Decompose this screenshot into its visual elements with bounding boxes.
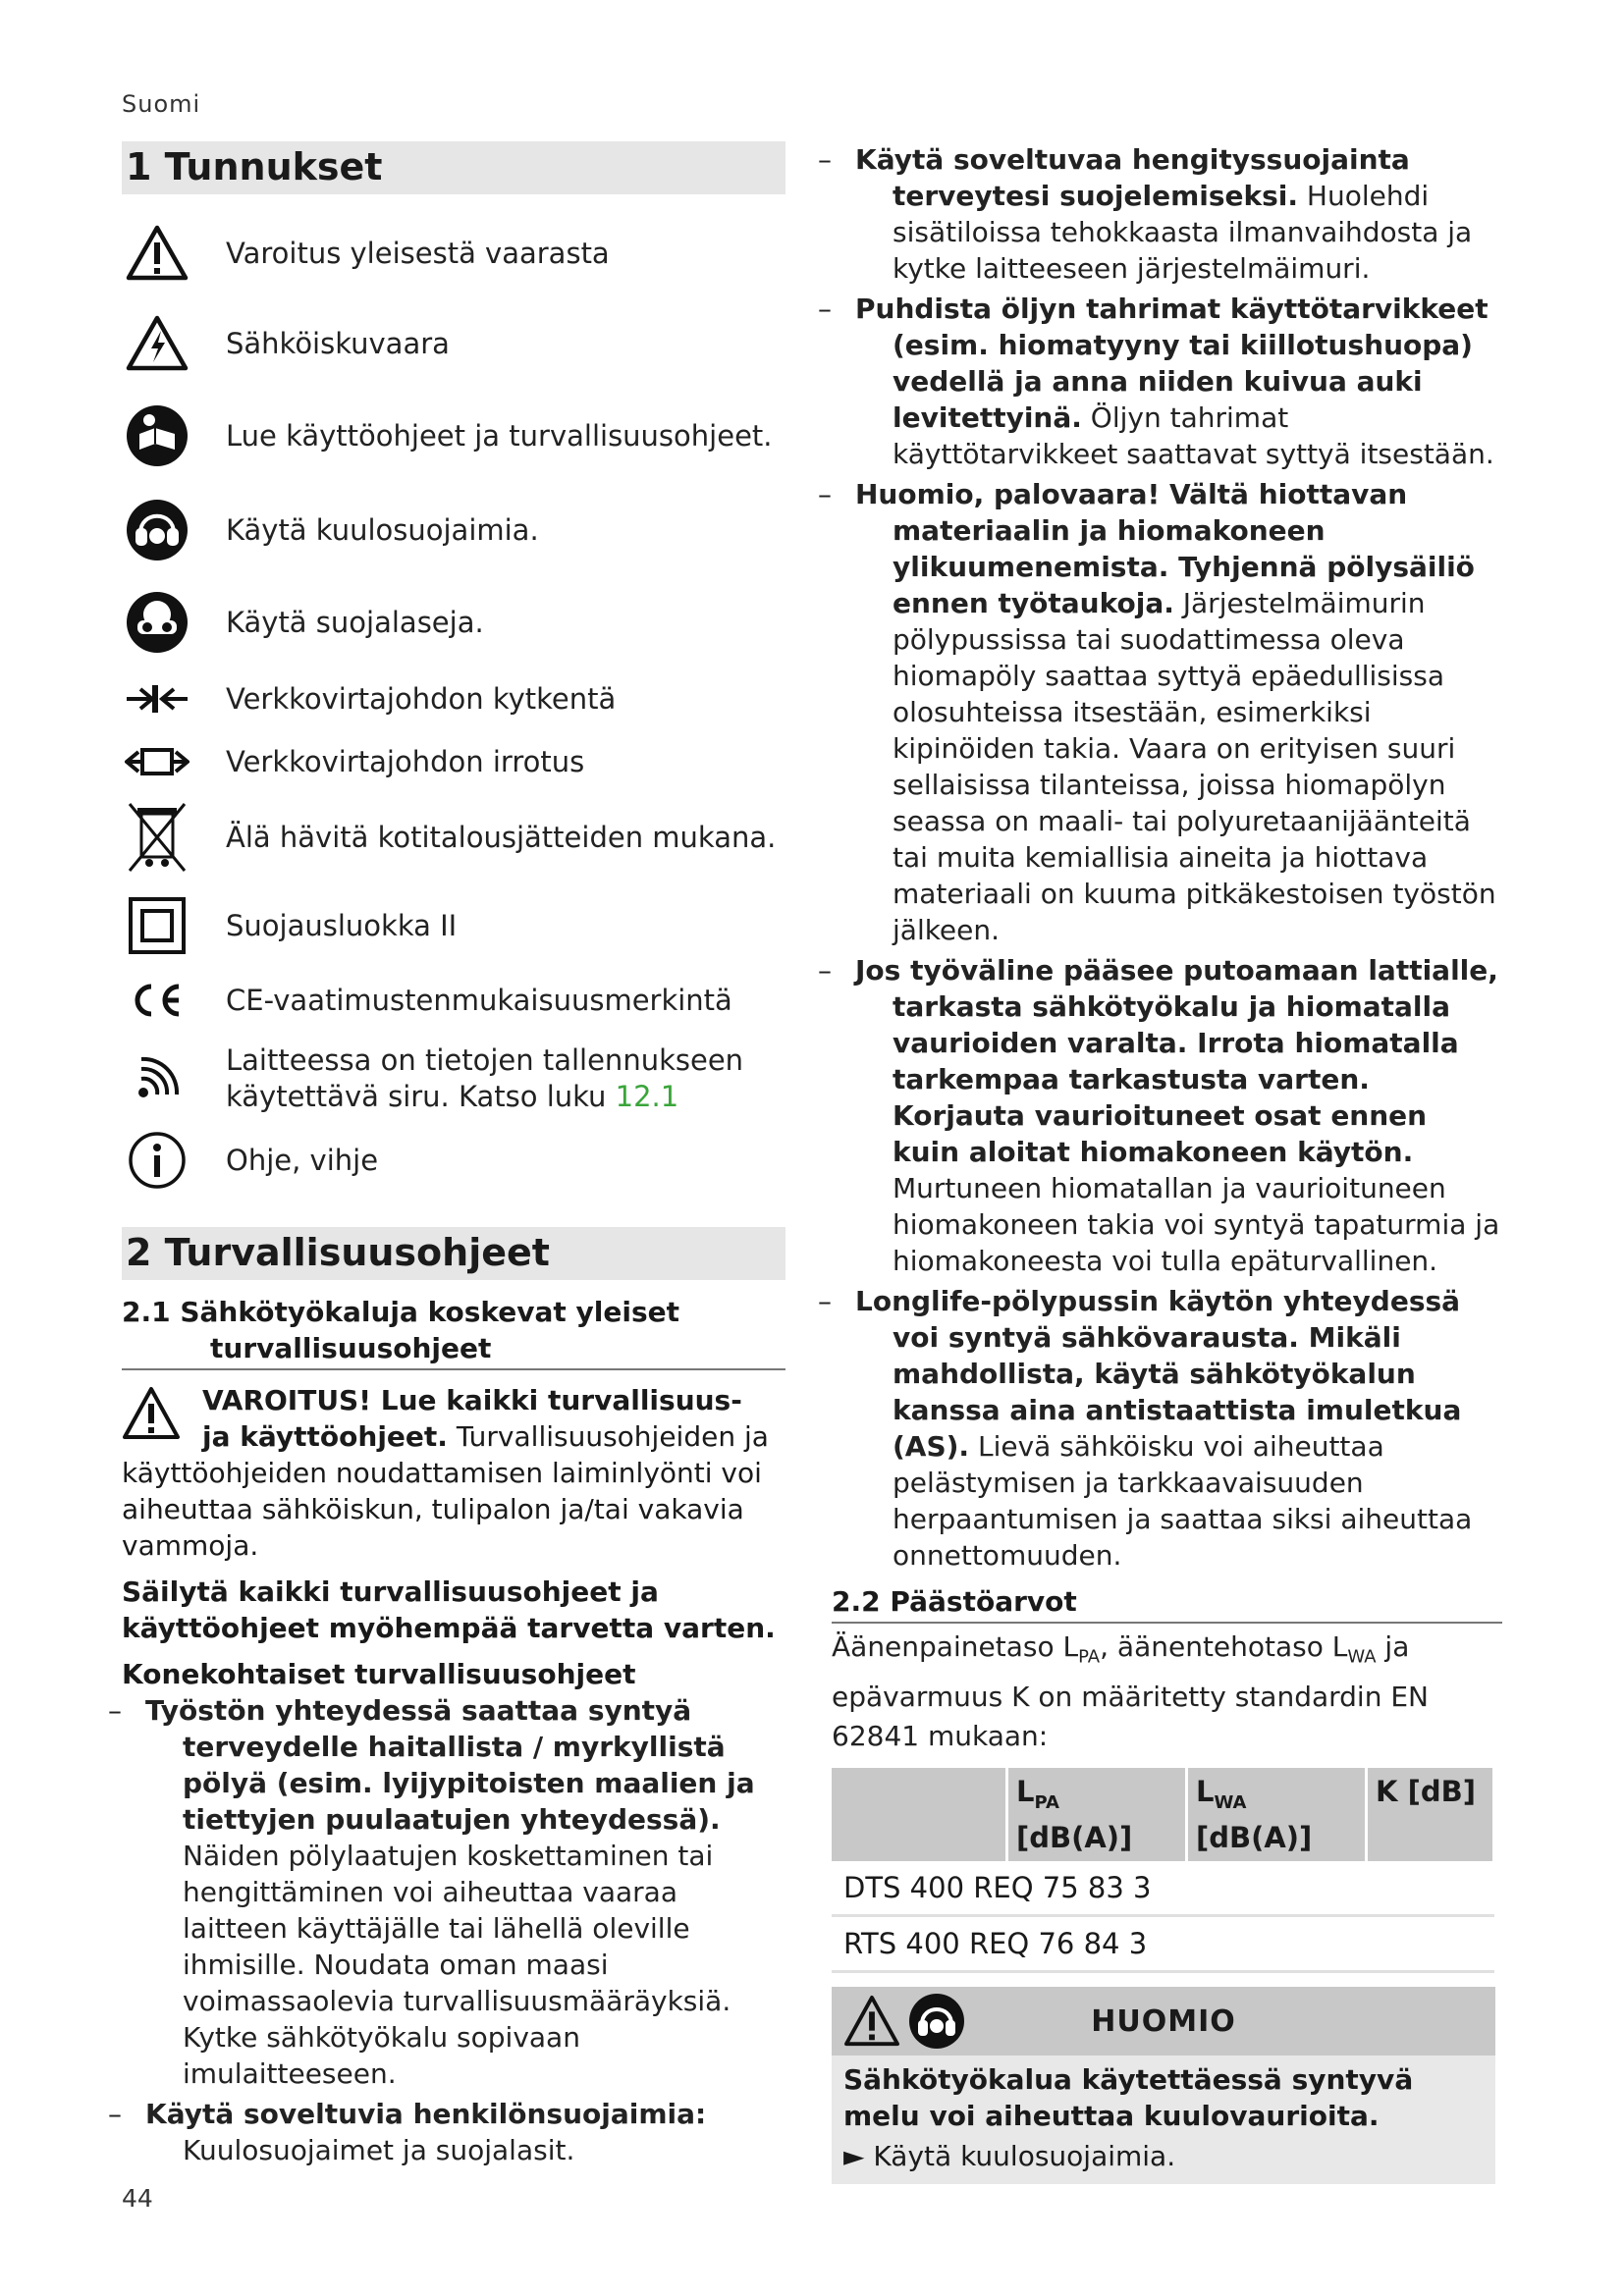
subsection-title-line1: Sähkötyökaluja koskevat yleiset <box>180 1296 680 1328</box>
notice-warning-text: Sähkötyökalua käytettäessä syntyvä melu voi aiheuttaa kuulovaurioita. <box>843 2063 1414 2133</box>
rfid-chip-icon <box>122 1043 192 1114</box>
table-row <box>832 1916 1494 1972</box>
table-header-cell: $L_{PA}$ [dB(A)] <box>1006 1768 1186 1862</box>
symbol-row <box>122 298 785 389</box>
symbol-description: Suojausluokka II <box>226 908 458 942</box>
chapter-link[interactable]: 12.1 <box>615 1080 679 1113</box>
symbol-description: Laitteessa on tietojen tallennukseen käytettävä siru. Katso luku 12.1 <box>226 1043 744 1113</box>
warning-triangle-icon <box>122 1386 181 1441</box>
warning-text: Turvallisuusohjeiden ja käyttöohjeiden noudattamisen laiminlyönti voi aiheuttaa sähköiskun, tulipalon ja/tai vakavia vammoja. <box>122 1420 769 1562</box>
item-bold-text: Käytä soveltuvia henkilönsuojaimia: <box>145 2098 707 2130</box>
emission-intro: Äänenpainetaso $L_{PA}$, äänentehotaso $L_{WA}$ ja epävarmuus K on määritetty standardin EN 62841 mukaan: <box>832 1630 1429 1752</box>
item-bold-text: Huomio, palovaara! Vältä hiottavan materiaalin ja hiomakoneen ylikuumenemista. Tyhjennä pölysäiliö ennen työtaukoja. <box>855 478 1475 619</box>
subsection-2-2-title: 2.2 Päästöarvot <box>832 1583 1502 1624</box>
safety-list-item: – Työstön yhteydessä saattaa syntyä terveydelle haitallista / myrkyllistä pölyä (esim. lyijypitoisten maalien ja tiettyjen puulaatujen yhteydessä). Näiden pölylaatujen koskettaminen tai hengittäminen voi aiheuttaa vaaraa laitteen käyttäjälle tai lähellä oleville ihmisille. Noudata oman maasi voimassaolevia turvallisuusmääräyksiä. Kytke sähkötyökalu sopivaan imulaitteeseen. <box>108 1694 755 2090</box>
safety-list-item: – Longlife-pölypussin käytön yhteydessä voi syntyä sähkövarausta. Mikäli mahdollista, käytä sähkötyökalun kanssa aina antistaattista imuletkua (AS). Lievä sähköisku voi aiheuttaa pelästymisen ja tarkkaavaisuuden herpaantumisen ja saattaa siksi aiheuttaa onnettomuuden. <box>818 1285 1473 1572</box>
item-text: Järjestelmäimurin pölypussissa tai suodattimessa oleva hiomapöly saattaa syttyä epäedullisissa olosuhteissa itsestään, esimerkiksi kipinöiden takia. Vaara on erityisen suuri sellaisissa tilanteissa, joissa hiomapölyn seassa on maali- tai polyuretaanijäänteitä tai muita kemiallisia aineita ja hiottava materiaali on kuuma pitkäkestoisen työstön jälkeen. <box>893 587 1496 946</box>
warning-bold-line2: ja käyttöohjeet. <box>202 1420 448 1453</box>
emission-table-header <box>832 1768 1494 1862</box>
symbol-row <box>122 667 785 730</box>
item-text: Murtuneen hiomatallan ja vaurioituneen hiomakoneen takia voi syntyä tapaturmia ja hiomakoneesta voi tulla epäturvallinen. <box>893 1172 1500 1277</box>
safety-list-item: – Käytä soveltuvia henkilönsuojaimia: Kuulosuojaimet ja suojalasit. <box>108 2098 707 2166</box>
keep-instructions: Säilytä kaikki turvallisuusohjeet ja käyttöohjeet myöhempää tarvetta varten. <box>122 1575 776 1644</box>
left-column <box>108 141 785 2172</box>
right-safety-list <box>818 141 1502 1574</box>
symbol-description: Käytä kuulosuojaimia. <box>226 512 539 547</box>
left-safety-list <box>108 1692 785 2168</box>
safety-list-item: – Puhdista öljyn tahrimat käyttötarvikkeet (esim. hiomatyyny tai kiillotushuopa) vedellä ja anna niiden kuivua auki levitettyinä. Öljyn tahrimat käyttötarvikkeet saattavat syttyä itsestään. <box>818 293 1494 470</box>
table-row <box>832 1861 1494 1916</box>
safety-list-item: – Huomio, palovaara! Vältä hiottavan materiaalin ja hiomakoneen ylikuumenemista. Tyhjennä pölysäiliö ennen työtaukoja. Järjestelmäimurin pölypussissa tai suodattimessa oleva hiomapöly saattaa syttyä epäedullisissa olosuhteissa itsestään, esimerkiksi kipinöiden takia. Vaara on erityisen suuri sellaisissa tilanteissa, joissa hiomapölyn seassa on maali- tai polyuretaanijäänteitä tai muita kemiallisia aineita ja hiottava materiaali on kuuma pitkäkestoisen työstön jälkeen. <box>818 478 1496 946</box>
symbol-row <box>122 970 785 1031</box>
noise-notice <box>832 1987 1495 2184</box>
item-bold-text: Longlife-pölypussin käytön yhteydessä voi syntyä sähkövarausta. Mikäli mahdollista, käytä sähkötyökalun kanssa aina antistaattista imuletkua (AS). <box>855 1285 1462 1463</box>
ce-mark-icon <box>122 965 192 1036</box>
item-bold-text: Jos työväline pääsee putoamaan lattialle, tarkasta sähkötyökalu ja hiomatalla vaurioiden varalta. Irrota hiomatalla tarkempaa tarkastusta varten. Korjauta vaurioituneet osat ennen kuin aloitat hiomakoneen käytön. <box>855 954 1498 1168</box>
right-column <box>818 141 1502 2184</box>
table-header-cell: K [dB] <box>1367 1768 1494 1862</box>
table-cell: RTS 400 REQ 76 84 3 <box>832 1916 1494 1972</box>
symbol-row <box>122 483 785 577</box>
plug-disconnect-icon <box>122 726 192 797</box>
item-text: Näiden pölylaatujen koskettaminen tai hengittäminen voi aiheuttaa vaaraa laitteen käyttäjälle tai lähellä oleville ihmisille. Noudata oman maasi voimassaolevia turvallisuusmääräyksiä. Kytke sähkötyökalu sopivaan imulaitteeseen. <box>183 1840 731 2090</box>
warning-triangle-icon <box>122 218 192 289</box>
warning-bold-line1: VAROITUS! Lue kaikki turvallisuus- <box>202 1384 742 1416</box>
weee-bin-icon <box>122 802 192 873</box>
symbol-description: Verkkovirtajohdon irrotus <box>226 744 585 778</box>
machine-specific-heading: Konekohtaiset turvallisuusohjeet <box>122 1658 636 1690</box>
safety-list-item: – Jos työväline pääsee putoamaan lattialle, tarkasta sähkötyökalu ja hiomatalla vaurioiden varalta. Irrota hiomatalla tarkempaa tarkastusta varten. Korjauta vaurioituneet osat ennen kuin aloitat hiomakoneen käytön. Murtuneen hiomatallan ja vaurioituneen hiomakoneen takia voi syntyä tapaturmia ja hiomakoneesta voi tulla epäturvallinen. <box>818 954 1500 1277</box>
language-label: Suomi <box>122 90 201 118</box>
item-text: Kuulosuojaimet ja suojalasit. <box>183 2134 575 2166</box>
symbol-description: Käytä suojalaseja. <box>226 605 484 639</box>
item-text: Lievä sähköisku voi aiheuttaa pelästymisen ja tarkkaavaisuuden herpaantumisen ja saattaa siksi aiheuttaa onnettomuuden. <box>893 1430 1473 1572</box>
symbol-row <box>122 389 785 483</box>
item-bold-text: Puhdista öljyn tahrimat käyttötarvikkeet (esim. hiomatyyny tai kiillotushuopa) vedellä ja anna niiden kuivua auki levitettyinä. <box>855 293 1489 434</box>
general-warning <box>122 1382 785 1564</box>
item-bold-text: Työstön yhteydessä saattaa syntyä terveydelle haitallista / myrkyllistä pölyä (esim. lyijypitoisten maalien ja tiettyjen puulaatujen yhteydessä). <box>145 1694 755 1836</box>
symbol-description: CE-vaatimustenmukaisuusmerkintä <box>226 983 732 1017</box>
symbol-description: Lue käyttöohjeet ja turvallisuusohjeet. <box>226 418 773 453</box>
symbol-row <box>122 208 785 298</box>
symbol-row <box>122 730 785 793</box>
symbol-description: Varoitus yleisestä vaarasta <box>226 236 610 270</box>
table-cell: DTS 400 REQ 75 83 3 <box>832 1861 1494 1916</box>
symbol-description: Sähköiskuvaara <box>226 326 450 360</box>
section-1-title: 1 Tunnukset <box>122 141 785 194</box>
electric-shock-icon <box>122 308 192 379</box>
info-icon <box>122 1125 192 1196</box>
notice-title: HUOMIO <box>1091 2004 1236 2040</box>
item-text: Öljyn tahrimat käyttötarvikkeet saattavat syttyä itsestään. <box>893 401 1494 470</box>
eye-protection-icon <box>122 587 192 658</box>
subsection-title-line2: turvallisuusohjeet <box>210 1332 492 1364</box>
symbol-description: Verkkovirtajohdon kytkentä <box>226 681 617 716</box>
protection-class-2-icon <box>122 890 192 961</box>
table-header-cell <box>832 1768 1006 1862</box>
notice-header <box>832 1987 1495 2056</box>
item-bold-text: Käytä soveltuvaa hengityssuojainta terveytesi suojelemiseksi. <box>855 143 1410 212</box>
notice-action: ► Käytä kuulosuojaimia. <box>843 2140 1176 2173</box>
item-text: Huolehdi sisätiloissa tehokkaasta ilmanvaihdosta ja kytke laitteeseen järjestelmäimuri. <box>893 180 1473 285</box>
plug-connect-icon <box>122 664 192 734</box>
subsection-2-1-title <box>122 1294 785 1370</box>
safety-list-item: – Käytä soveltuvaa hengityssuojainta terveytesi suojelemiseksi. Huolehdi sisätiloissa tehokkaasta ilmanvaihdosta ja kytke laitteeseen järjestelmäimuri. <box>818 143 1473 285</box>
symbol-row <box>122 881 785 970</box>
symbol-row <box>122 793 785 881</box>
page-number: 44 <box>122 2184 153 2213</box>
symbol-row <box>122 577 785 667</box>
section-2-title: 2 Turvallisuusohjeet <box>122 1227 785 1280</box>
table-header-cell: $L_{WA}$ [dB(A)] <box>1186 1768 1366 1862</box>
symbol-row <box>122 1031 785 1127</box>
symbol-row <box>122 1127 785 1194</box>
subsection-number: 2.1 <box>122 1296 171 1328</box>
ear-protection-icon <box>122 495 192 565</box>
symbol-description: Ohje, vihje <box>226 1143 379 1177</box>
emission-table <box>832 1768 1495 1974</box>
symbol-list <box>122 208 785 1194</box>
read-manual-icon <box>122 400 192 471</box>
symbol-description: Älä hävitä kotitalousjätteiden mukana. <box>226 820 777 854</box>
